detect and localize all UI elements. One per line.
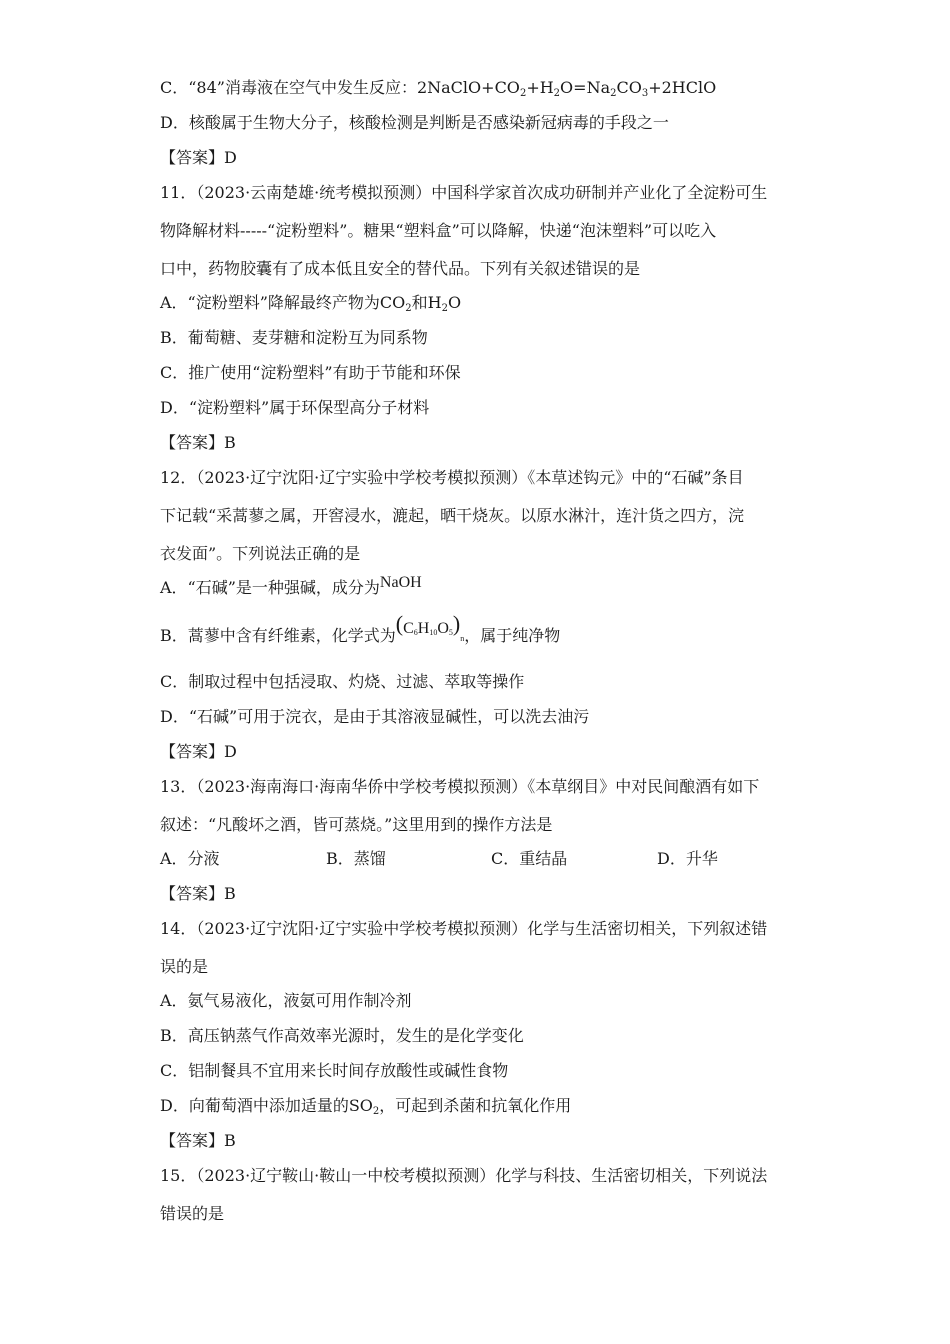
- q11-option-d: D．“淀粉塑料”属于环保型高分子材料: [160, 398, 430, 417]
- q13-answer: 【答案】B: [160, 884, 236, 903]
- naoh-formula: NaOH: [379, 574, 422, 591]
- q12-option-d: D．“石碱”可用于浣衣，是由于其溶液显碱性，可以洗去油污: [160, 707, 590, 726]
- q12-option-b: B．蒿蓼中含有纤维素，化学式为$(C6H10O5)_n$，属于纯净物: [160, 622, 560, 657]
- q13-option-d: D．升华: [657, 849, 718, 868]
- q11-answer: 【答案】B: [160, 433, 236, 452]
- q13-option-c: C．重结晶: [491, 849, 568, 868]
- q13-stem-line2: 叙述：“凡酸坏之酒，皆可蒸烧。”这里用到的操作方法是: [160, 815, 553, 834]
- q13-option-a: A．分液: [160, 849, 220, 868]
- q10-option-c: C．“84”消毒液在空气中发生反应：$2NaClO+CO_2+H_2O=Na_2CO_3+2HClO$: [160, 78, 717, 99]
- q11-option-c: C．推广使用“淀粉塑料”有助于节能和环保: [160, 363, 461, 382]
- q13-option-b: B．蒸馏: [326, 849, 386, 868]
- q10-option-d: D．核酸属于生物大分子，核酸检测是判断是否感染新冠病毒的手段之一: [160, 113, 669, 132]
- q12-option-c: C．制取过程中包括浸取、灼烧、过滤、萃取等操作: [160, 672, 525, 691]
- q10-answer: 【答案】D: [160, 148, 237, 167]
- q12-stem-line2: 下记载“采蒿蓼之属，开窖浸水，漉起，晒干烧灰。以原水淋汁，连汁货之四方，浣: [160, 506, 745, 525]
- q12-option-a: A．“石碱”是一种强碱，成分为NaOH: [160, 574, 422, 597]
- q14-option-a: A．氨气易液化，液氨可用作制冷剂: [160, 991, 412, 1010]
- cellulose-formula: $(C6H10O5)_n$: [395, 611, 465, 643]
- q12-answer: 【答案】D: [160, 742, 237, 761]
- q11-option-b: B．葡萄糖、麦芽糖和淀粉互为同系物: [160, 328, 428, 347]
- q11-stem-line2: 物降解材料-----“淀粉塑料”。糖果“塑料盒”可以降解，快递“泡沫塑料”可以吃入: [160, 221, 717, 240]
- q15-stem-line1: 15．（2023·辽宁鞍山·鞍山一中校考模拟预测）化学与科技、生活密切相关，下列说法: [160, 1166, 768, 1185]
- q11-stem-line3: 口中，药物胶囊有了成本低且安全的替代品。下列有关叙述错误的是: [160, 259, 641, 278]
- q11-option-a: A．“淀粉塑料”降解最终产物为$CO_2$和$H_2O$: [160, 293, 462, 314]
- q15-stem-line2: 错误的是: [160, 1204, 225, 1223]
- q14-answer: 【答案】B: [160, 1131, 236, 1150]
- q14-stem-line1: 14．（2023·辽宁沈阳·辽宁实验中学校考模拟预测）化学与生活密切相关，下列叙述错: [160, 919, 768, 938]
- q14-stem-line2: 误的是: [160, 957, 209, 976]
- q12-stem-line3: 衣发面”。下列说法正确的是: [160, 544, 361, 563]
- q12-stem-line1: 12．（2023·辽宁沈阳·辽宁实验中学校考模拟预测）《本草述钩元》中的“石碱”条目: [160, 468, 744, 487]
- q14-option-d: D．向葡萄酒中添加适量的$SO_2$，可起到杀菌和抗氧化作用: [160, 1096, 572, 1117]
- q14-option-b: B．高压钠蒸气作高效率光源时，发生的是化学变化: [160, 1026, 524, 1045]
- q14-option-c: C．铝制餐具不宜用来长时间存放酸性或碱性食物: [160, 1061, 509, 1080]
- q11-stem-line1: 11．（2023·云南楚雄·统考模拟预测）中国科学家首次成功研制并产业化了全淀粉可生: [160, 183, 768, 202]
- q13-stem-line1: 13．（2023·海南海口·海南华侨中学校考模拟预测）《本草纲目》中对民间酿酒有如下: [160, 777, 760, 796]
